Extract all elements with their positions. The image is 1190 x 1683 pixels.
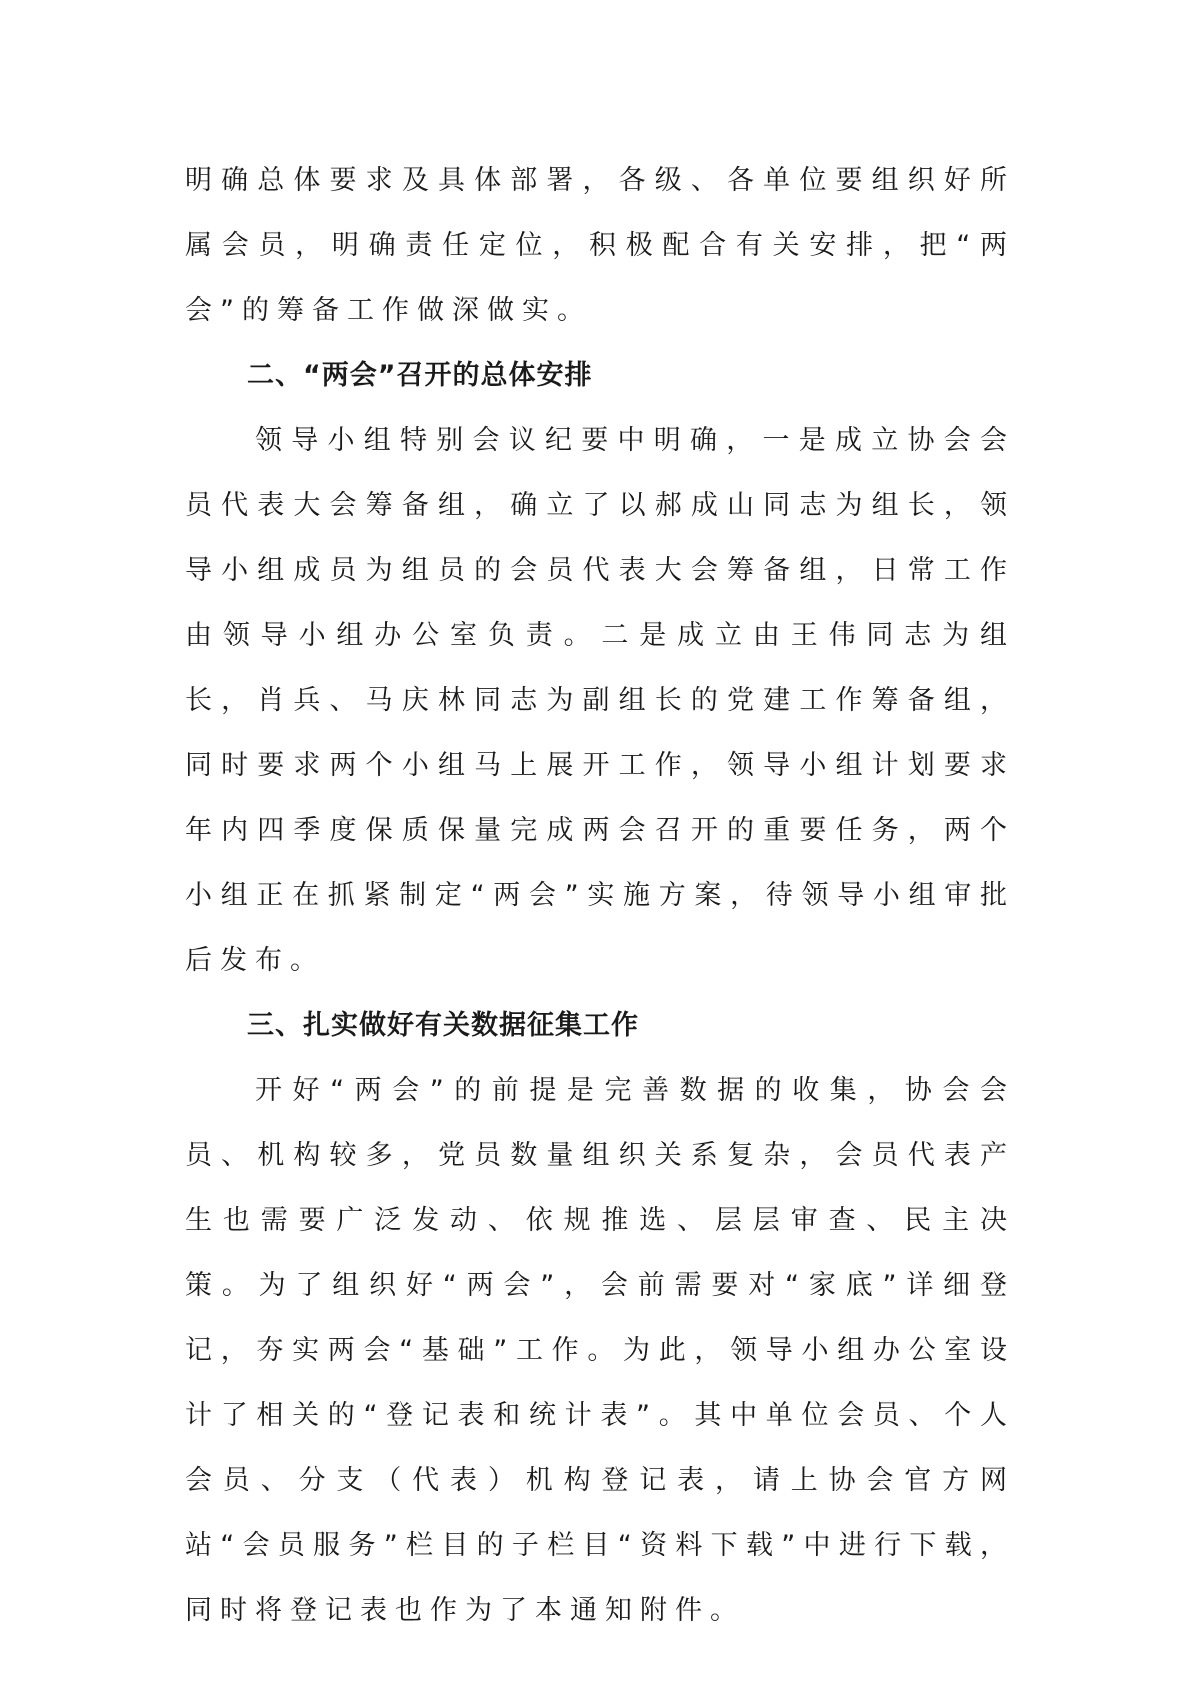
section-heading-3: 三、扎实做好有关数据征集工作 bbox=[247, 1010, 639, 1041]
paragraph-continuation: 明确总体要求及具体部署，各级、各单位要组织好所属会员，明确责任定位，积极配合有关安排，把“两会”的筹备工作做深做实。 bbox=[185, 165, 1015, 326]
paragraph-arrangement: 领导小组特别会议纪要中明确，一是成立协会会员代表大会筹备组，确立了以郝成山同志为组长，领导小组成员为组员的会员代表大会筹备组，日常工作由领导小组办公室负责。二是成立由王伟同志为组长，肖兵、马庆林同志为副组长的党建工作筹备组，同时要求两个小组马上展开工作，领导小组计划要求年内四季度保质保量完成两会召开的重要任务，两个小组正在抓紧制定“两会”实施方案，待领导小组审批后发布。 bbox=[185, 425, 1015, 976]
paragraph-data-collection: 开好“两会”的前提是完善数据的收集，协会会员、机构较多，党员数量组织关系复杂，会员代表产生也需要广泛发动、依规推选、层层审查、民主决策。为了组织好“两会”，会前需要对“家底”详细登记，夯实两会“基础”工作。为此，领导小组办公室设计了相关的“登记表和统计表”。其中单位会员、个人会员、分支（代表）机构登记表，请上协会官方网站“会员服务”栏目的子栏目“资料下载”中进行下载，同时将登记表也作为了本通知附件。 bbox=[185, 1075, 1015, 1626]
section-heading-2: 二、“两会”召开的总体安排 bbox=[247, 360, 593, 391]
document-body bbox=[185, 148, 1015, 1643]
